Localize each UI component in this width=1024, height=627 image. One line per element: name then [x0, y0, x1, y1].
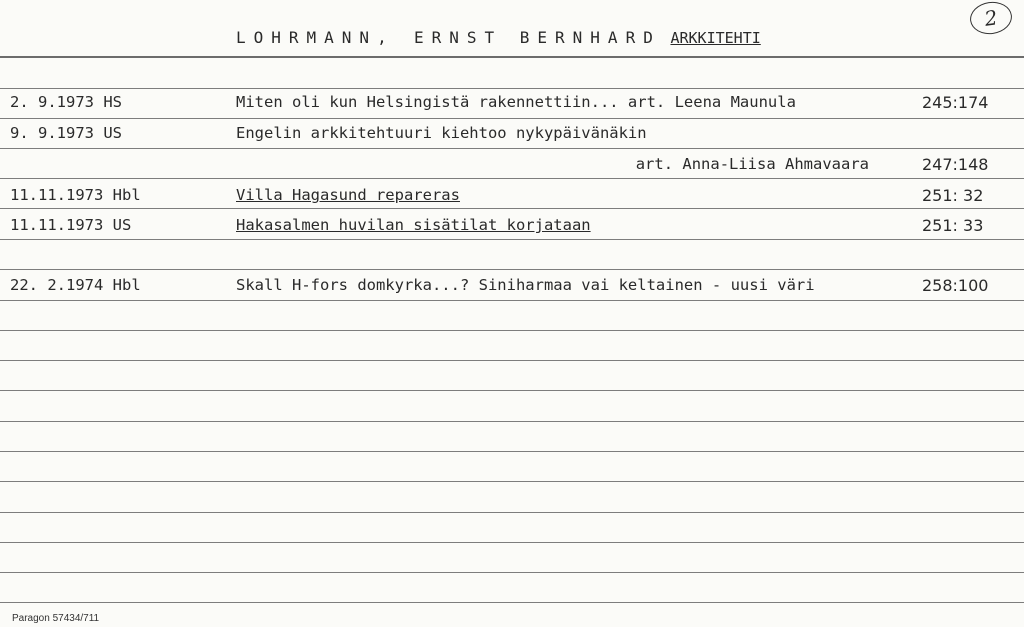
- surname: LOHRMANN,: [236, 28, 395, 47]
- entry-author: art. Anna-Liisa Ahmavaara: [635, 155, 869, 173]
- entry-title: Hakasalmen huvilan sisätilat korjataan: [236, 216, 591, 234]
- rule-line: [0, 512, 1024, 513]
- entry-title: Miten oli kun Helsingistä rakennettiin... art. Leena Maunula: [236, 93, 796, 111]
- entry-reference: 245:174: [922, 93, 989, 112]
- entry-title: Engelin arkkitehtuuri kiehtoo nykypäivänäkin: [236, 124, 647, 142]
- rule-line: [0, 602, 1024, 603]
- entry-reference: 251: 33: [922, 216, 984, 235]
- rule-line: [0, 421, 1024, 422]
- rule-line: [0, 300, 1024, 301]
- rule-line: [0, 178, 1024, 179]
- card-header: [236, 28, 761, 47]
- rule-line: [0, 148, 1024, 149]
- rule-line: [0, 208, 1024, 209]
- rule-line: [0, 542, 1024, 543]
- rule-line: [0, 481, 1024, 482]
- page-number-badge: 2: [968, 0, 1014, 37]
- rule-line: [0, 269, 1024, 270]
- rule-line: [0, 451, 1024, 452]
- rule-line: [0, 360, 1024, 361]
- rule-line: [0, 118, 1024, 119]
- rule-line: [0, 330, 1024, 331]
- print-mark: Paragon 57434/711: [12, 613, 100, 624]
- entry-reference: 251: 32: [922, 186, 984, 205]
- entry-title: Villa Hagasund repareras: [236, 186, 460, 204]
- rule-line: [0, 239, 1024, 240]
- entry-date: 2. 9.1973 HS: [10, 93, 122, 111]
- entry-date: 11.11.1973 Hbl: [10, 186, 141, 204]
- entry-reference: 247:148: [922, 155, 989, 174]
- entry-date: 22. 2.1974 Hbl: [10, 276, 141, 294]
- rule-line: [0, 88, 1024, 89]
- rule-line: [0, 572, 1024, 573]
- entry-date: 9. 9.1973 US: [10, 124, 122, 142]
- entry-title: Skall H-fors domkyrka...? Siniharmaa vai keltainen - uusi väri: [236, 276, 815, 294]
- given-names: ERNST BERNHARD: [413, 28, 661, 47]
- entry-date: 11.11.1973 US: [10, 216, 132, 234]
- profession-title: ARKKITEHTI: [670, 29, 761, 47]
- entry-reference: 258:100: [922, 276, 989, 295]
- header-rule: [0, 56, 1024, 58]
- rule-line: [0, 390, 1024, 391]
